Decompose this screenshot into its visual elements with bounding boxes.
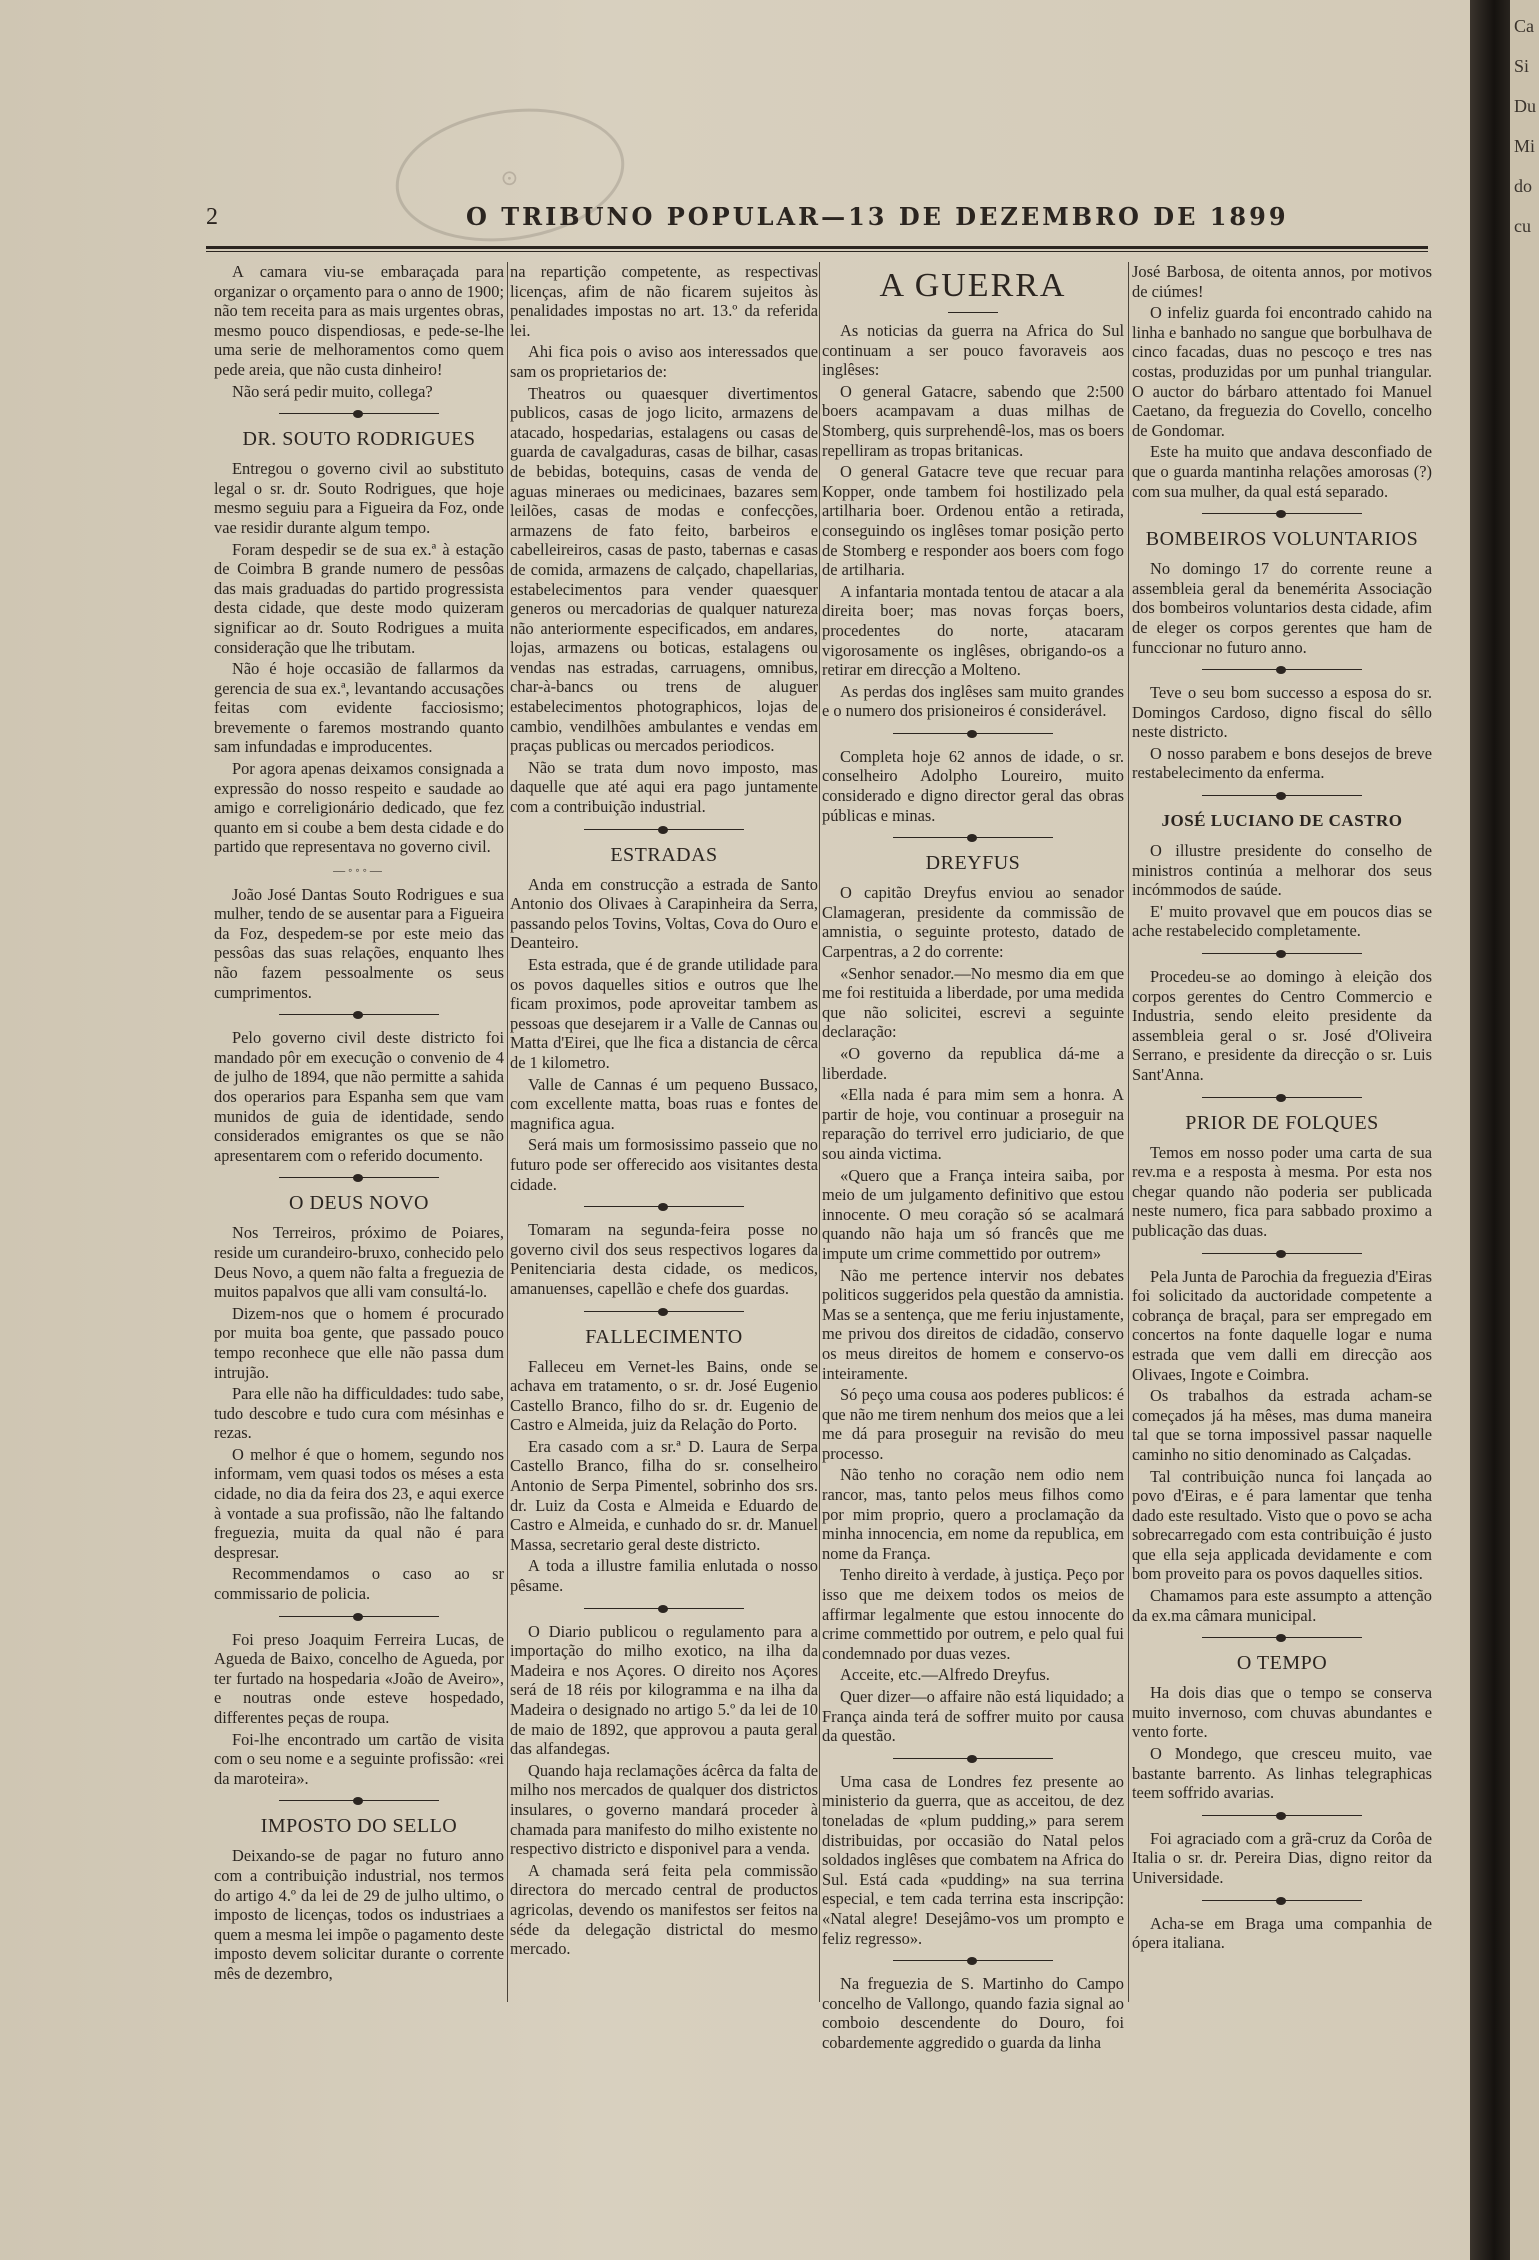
headline-jose-luciano: JOSÉ LUCIANO DE CASTRO [1161, 811, 1403, 831]
separator [584, 825, 744, 835]
separator [279, 1010, 439, 1020]
article-paragraph: Era casado com a sr.ª D. Laura de Serpa Castello Branco, filha do sr. conselheiro Antonio de Serpa Pimentel, sobrinho dos srs. dr. Luiz da Costa e Almeida e Eduardo de Castro e Almeida, e cunhado do sr. dr. Manuel Massa, secretario geral deste districto. [510, 1436, 818, 1554]
column-1 [214, 262, 504, 2002]
page-header [206, 198, 1428, 242]
separator [1202, 949, 1362, 959]
article-paragraph: Uma casa de Londres fez presente ao ministerio da guerra, que as acceitou, de dez toneladas de «plum pudding,» para serem distribuidas, por occasião do Natal pelos soldados inglêses que combatem na Africa do Sul. Está cada «pudding» na sua terrina especial, e tem cada terrina esta inscripção: «Natal alegre! Desejâmo-vos um prompto e feliz regresso». [822, 1771, 1124, 1948]
article-paragraph: Acceite, etc.—Alfredo Dreyfus. [840, 1665, 1050, 1685]
column-2 [510, 262, 818, 1982]
separator [1202, 1093, 1362, 1103]
article-paragraph: Tomaram na segunda-feira posse no governo civil dos seus respectivos logares da Penitenciaria desta cidade, os medicos, amanuenses, capellão e chefe dos guardas. [510, 1220, 818, 1298]
article-paragraph: As noticias da guerra na Africa do Sul continuam a ser pouco favoraveis aos inglêses: [822, 321, 1124, 380]
article-paragraph: Só peço uma cousa aos poderes publicos: é que não me tirem nenhum dos meios que a lei me dá para proseguir na revisão do meu processo. [822, 1385, 1124, 1463]
article-paragraph: Completa hoje 62 annos de idade, o sr. conselheiro Adolpho Loureiro, muito considerado e digno director geral das obras públicas e minas. [822, 746, 1124, 825]
headline-fallecimento: FALLECIMENTO [585, 1325, 743, 1348]
separator [1202, 1896, 1362, 1906]
article-paragraph: Foi preso Joaquim Ferreira Lucas, de Agueda de Baixo, concelho de Agueda, por ter furtado na hospedaria «João de Aveiro», e noutras onde esteve hospedado, differentes peças de roupa. [214, 1629, 504, 1727]
separator [893, 833, 1053, 843]
article-paragraph: Não me pertence intervir nos debates politicos suggeridos pela questão da amnistia. Mas se a sentença, que me feriu injustamente, me privou dos direitos de cidadão, conservo os meus direitos de homem e conservo-os inteiramente. [822, 1265, 1124, 1383]
headline-prior: PRIOR DE FOLQUES [1185, 1111, 1379, 1134]
article-paragraph: No domingo 17 do corrente reune a assembleia geral da benemérita Associação dos bombeiros voluntarios desta cidade, afim de eleger os corpos gerentes que ham de funccionar no futuro anno. [1132, 559, 1432, 657]
article-paragraph: Tenho direito à verdade, à justiça. Peço por isso que me deixem todos os meios de affirmar legalmente que estou innocente do crime commettido por outrem, e pelo qual fui condemnado por duas vezes. [822, 1565, 1124, 1663]
headline-estradas: ESTRADAS [610, 843, 718, 866]
article-paragraph: A toda a illustre familia enlutada o nosso pêsame. [510, 1556, 818, 1596]
article-paragraph: O general Gatacre teve que recuar para Kopper, onde tambem foi hostilizado pela artilharia boer. Ordenou então a retirada, conseguindo os inglêses tomar posição perto de Stomberg e responder aos boers com fogo de artilharia. [822, 462, 1124, 580]
article-paragraph: Este ha muito que andava desconfiado de que o guarda mantinha relações amorosas (?) com sua mulher, da qual está separado. [1132, 442, 1432, 501]
column-3 [822, 262, 1124, 2052]
article-paragraph: Falleceu em Vernet-les Bains, onde se achava em tratamento, o sr. dr. José Eugenio Castello Branco, filho do sr. dr. Eugenio de Castro e Almeida, juiz da Relação do Porto. [510, 1356, 818, 1435]
article-paragraph: Para elle não ha difficuldades: tudo sabe, tudo descobre e tudo cura com mésinhas e rezas. [214, 1384, 504, 1443]
separator [1202, 791, 1362, 801]
ornament: —◦◦◦— [333, 863, 385, 878]
separator [1202, 509, 1362, 519]
article-paragraph: Esta estrada, que é de grande utilidade para os povos daquelles sitios e outros que lhe ficam proximos, pode aproveitar tambem as pessoas que desejarem ir a Valle de Cannas ou Matta d'Eirei, que lhe fica a distancia de cêrca de 1 kilometro. [510, 955, 818, 1072]
article-paragraph: Não se trata dum novo imposto, mas daquelle que até aqui era pago juntamente com a contribuição industrial. [510, 757, 818, 817]
adjacent-page-edge: Ca Si Du Mi do cu [1510, 0, 1539, 2260]
headline-tempo: O TEMPO [1236, 1652, 1328, 1675]
article-paragraph: «O governo da republica dá-me a liberdade. [822, 1044, 1124, 1083]
masthead: O TRIBUNO POPULAR—13 DE DEZEMBRO DE 1899 [466, 202, 1289, 231]
article-paragraph: Temos em nosso poder uma carta de sua rev.ma e a resposta à mesma. Por esta nos chegar quando não poderia ser publicada neste numero, fica para sabbado proximo a publicação das duas. [1132, 1142, 1432, 1240]
article-paragraph: Não será pedir muito, collega? [232, 381, 433, 401]
column-divider [819, 262, 820, 2002]
article-paragraph: As perdas dos inglêses sam muito grandes e o numero dos prisioneiros é considerável. [822, 681, 1124, 721]
separator [584, 1604, 744, 1614]
separator [279, 1796, 439, 1806]
article-paragraph: Recommendamos o caso ao sr commissario de policia. [214, 1564, 504, 1604]
article-paragraph: A infantaria montada tentou de atacar a ala direita boer; mas novas forças boers, procedentes do norte, atacaram vigorosamente os inglêses, obrigando-os a retirar em direcção a Molteno. [822, 581, 1124, 680]
separator [893, 1754, 1053, 1764]
column-divider [507, 262, 508, 2002]
page-number: 2 [206, 204, 218, 230]
article-paragraph: Ahi fica pois o aviso aos interessados que sam os proprietarios de: [510, 342, 818, 381]
separator [893, 729, 1053, 739]
article-paragraph: Foi agraciado com a grã-cruz da Corôa de Italia o sr. dr. Pereira Dias, digno reitor da Universidade. [1132, 1828, 1432, 1887]
headline-bombeiros: BOMBEIROS VOLUNTARIOS [1145, 528, 1419, 551]
article-paragraph: «Senhor senador.—No mesmo dia em que me foi restituida a liberdade, por uma medida que não solicitei, escrevi a seguinte declaração: [822, 963, 1124, 1042]
article-paragraph: João José Dantas Souto Rodrigues e sua mulher, tendo de se ausentar para a Figueira da Foz, despedem-se por este meio das pessôas das suas relações, enquanto lhes não fazem pessoalmente os seus cumprimentos. [214, 884, 504, 1002]
article-paragraph: O general Gatacre, sabendo que 2:500 boers acampavam a duas milhas de Stomberg, quis surprehendê-los, mas os boers repelliram as tropas britanicas. [822, 381, 1124, 460]
separator [948, 312, 998, 313]
separator [1202, 1811, 1362, 1821]
article-paragraph: Dizem-nos que o homem é procurado por muita boa gente, que passado pouco tempo reconhece que elle não passa dum intrujão. [214, 1303, 504, 1382]
headline-sello: IMPOSTO DO SELLO [260, 1815, 458, 1838]
article-paragraph: Nos Terreiros, próximo de Poiares, reside um curandeiro-bruxo, conhecido pelo Deus Novo, a quem não falta a freguezia de muitos papalvos que alli vam consultá-lo. [214, 1223, 504, 1302]
article-paragraph: A chamada será feita pela commissão directora do mercado central de productos agricolas, devendo os manifestos ser feitos na séde da delegação districtal do mesmo mercado. [510, 1860, 818, 1959]
article-paragraph: O illustre presidente do conselho de ministros continúa a melhorar dos seus incómmodos de saúde. [1132, 841, 1432, 900]
article-paragraph: O infeliz guarda foi encontrado cahido na linha e banhado no sangue que borbulhava de cinco facadas, duas no pescoço e tres nas costas, produzidas por um punhal triangular. O auctor do bárbaro attentado foi Manuel Caetano, da freguezia do Covello, concelho de Gondomar. [1132, 303, 1432, 440]
article-paragraph: O capitão Dreyfus enviou ao senador Clamageran, presidente da commissão de amnistia, o seguinte protesto, datado de Carpentras, a 2 do corrente: [822, 883, 1124, 962]
article-paragraph: A camara viu-se embaraçada para organizar o orçamento para o anno de 1900; não tem receita para as mais urgentes obras, mesmo pouco dispendiosas, e pede-se-lhe uma serie de melhoramentos como quem pede areia, que não custa dinheiro! [214, 262, 504, 379]
headline-deus-novo: O DEUS NOVO [289, 1192, 429, 1215]
separator [279, 409, 439, 419]
article-paragraph: Quer dizer—o affaire não está liquidado; a França ainda terá de soffrer muito por causa da questão. [822, 1687, 1124, 1746]
article-paragraph: «Quero que a França inteira saiba, por meio de um julgamento definitivo que estou innocente. O meu coração só se acalmará quando não haja um só francês que me impute um crime commettido por outrem» [822, 1165, 1124, 1263]
article-paragraph: Procedeu-se ao domingo à eleição dos corpos gerentes do Centro Commercio e Industria, sendo eleito presidente da assembleia geral o sr. José d'Oliveira Serrano, e presidente da direcção o sr. Luis Sant'Anna. [1132, 967, 1432, 1084]
article-paragraph: O nosso parabem e bons desejos de breve restabelecimento da enferma. [1132, 743, 1432, 783]
article-paragraph: Não tenho no coração nem odio nem rancor, mas, tanto pelos meus filhos como por mim proprio, quero a proclamação da minha innocencia, em nome da republica, em nome da França. [822, 1465, 1124, 1563]
library-stamp: ⊙ [387, 95, 633, 256]
article-paragraph: Theatros ou quaesquer divertimentos publicos, casas de jogo licito, armazens de atacado, hospedarias, estalagens ou casas de guarda de cavalgaduras, casas de bilhar, casas de bebidas, botequins, casas de venda de aguas mineraes ou medicinaes, bazares sem leilões, casas de modas e confecções, armazens de fato feito, barbeiros e cabelleireiros, casas de pasto, tabernas e casas de comida, armazens de calçado, chapellarias, estabelecimentos para vender quaesquer generos ou mercadorias de qualquer natureza não anteriormente especificados, em andares, lojas, armazens ou boticas, estalagens ou vendas nas estradas, carruagens, omnibus, char-à-bancs ou trens de aluguer estabelecimentos photographicos, lojas de cambio, vendilhões ambulantes e vendas em praças publicas ou mercados periodicos. [510, 383, 818, 756]
article-paragraph: Anda em construcção a estrada de Santo Antonio dos Olivaes à Carapinheira da Serra, passando pelos Tovins, Voltas, Cova do Ouro e Deanteiro. [510, 874, 818, 953]
article-paragraph: Foi-lhe encontrado um cartão de visita com o seu nome e a seguinte profissão: «rei da maroteira». [214, 1729, 504, 1788]
headline-dreyfus: DREYFUS [925, 852, 1021, 875]
article-paragraph: Teve o seu bom successo a esposa do sr. Domingos Cardoso, digno fiscal do sêllo neste districto. [1132, 683, 1432, 742]
column-divider [1128, 262, 1129, 2002]
separator [279, 1173, 439, 1183]
separator [279, 1612, 439, 1622]
article-paragraph: Pela Junta de Parochia da freguezia d'Eiras foi solicitado da auctoridade competente a cobrança de braçal, para ser empregado em concertos na fonte daquelle logar e numa estrada que vem dalli em direcção aos Olivaes, Ingote e Coimbra. [1132, 1266, 1432, 1384]
column-4 [1132, 262, 1432, 2002]
article-paragraph: Ha dois dias que o tempo se conserva muito invernoso, com chuvas abundantes e vento forte. [1132, 1683, 1432, 1742]
separator [1202, 1633, 1362, 1643]
separator [584, 1307, 744, 1317]
article-paragraph: Pelo governo civil deste districto foi mandado pôr em execução o convenio de 4 de julho de 1894, que não permitte a sahida dos operarios para Espanha sem que vam munidos de guia de identidade, sendo considerados emigrantes os que se não apresentarem com o referido documento. [214, 1028, 504, 1165]
separator [1202, 665, 1362, 675]
article-paragraph: E' muito provavel que em poucos dias se ache restabelecido completamente. [1132, 901, 1432, 941]
separator [584, 1202, 744, 1212]
article-paragraph: O melhor é que o homem, segundo nos informam, vem quasi todos os méses a esta cidade, no dia da feira dos 23, e aqui exerce à vontade a sua profissão, não lhe faltando freguezia, muita da qual não é para despresar. [214, 1444, 504, 1562]
article-paragraph: Não é hoje occasião de fallarmos da gerencia de sua ex.ª, levantando accusações feitas com evidente facciosismo; brevemente o faremos mostrando quanto sam infundadas e improducentes. [214, 659, 504, 757]
article-paragraph: Será mais um formosissimo passeio que no futuro pode ser offerecido aos visitantes desta cidade. [510, 1135, 818, 1194]
article-paragraph: Por agora apenas deixamos consignada a expressão do nosso respeito e saudade ao amigo e correligionário dedicado, que fez quanto em si coube a bem desta cidade e do partido que representava no governo civil. [214, 759, 504, 857]
article-paragraph: Foram despedir se de sua ex.ª à estação de Coimbra B grande numero de pessôas das mais graduadas do partido progressista desta cidade, que deste modo quizeram significar ao dr. Souto Rodrigues a muita consideração que lhe tributam. [214, 539, 504, 657]
headline-souto: DR. SOUTO RODRIGUES [242, 428, 476, 451]
article-paragraph: Entregou o governo civil ao substituto legal o sr. dr. Souto Rodrigues, que hoje mesmo seguiu para a Figueira da Foz, onde vae residir durante algum tempo. [214, 459, 504, 537]
header-rule [206, 246, 1428, 252]
article-paragraph: «Ella nada é para mim sem a honra. A partir de hoje, vou continuar a proseguir na reparação do terrivel erro judiciario, de que sou ainda victima. [822, 1085, 1124, 1163]
article-paragraph: Os trabalhos da estrada acham-se começados já ha mêses, mas duma maneira tal que se torna impossivel passar naquelle caminho no sitio denominado as Calçadas. [1132, 1386, 1432, 1464]
article-paragraph: Valle de Cannas é um pequeno Bussaco, com excellente matta, boas ruas e fontes de magnifica agua. [510, 1074, 818, 1133]
article-paragraph: O Mondego, que cresceu muito, vae bastante barrento. As linhas telegraphicas teem soffrido avarias. [1132, 1744, 1432, 1803]
article-paragraph: Na freguezia de S. Martinho do Campo concelho de Vallongo, quando fazia signal ao comboio descendente do Douro, foi cobardemente aggredido o guarda da linha [822, 1974, 1124, 2052]
article-paragraph: Deixando-se de pagar no futuro anno com a contribuição industrial, nos termos do artigo 4.º da lei de 29 de julho ultimo, o imposto de licenças, todos os industriaes a quem a mesma lei impõe o pagamento deste imposto devem solicitar durante o corrente mês de dezembro, [214, 1846, 504, 1983]
headline-guerra: A GUERRA [879, 267, 1067, 304]
article-paragraph: José Barbosa, de oitenta annos, por motivos de ciúmes! [1132, 262, 1432, 301]
separator [1202, 1249, 1362, 1259]
separator [893, 1956, 1053, 1966]
article-paragraph: Chamamos para este assumpto a attenção da ex.ma câmara municipal. [1132, 1586, 1432, 1625]
article-paragraph: Quando haja reclamações ácêrca da falta de milho nos mercados de qualquer dos districtos insulares, o governo mandará proceder à chamada para manifesto do milho existente no respectivo districto e disponivel para a venda. [510, 1760, 818, 1859]
article-paragraph: O Diario publicou o regulamento para a importação do milho exotico, na ilha da Madeira e nos Açores. O direito nos Açores será de 18 réis por kilogramma e na ilha da Madeira o designado no artigo 5.º da lei de 10 de maio de 1892, que approvou a pauta geral das alfandegas. [510, 1621, 818, 1759]
article-paragraph: na repartição competente, as respectivas licenças, afim de não ficarem sujeitos às penalidades impostas no art. 13.º da referida lei. [510, 262, 818, 340]
article-paragraph: Tal contribuição nunca foi lançada ao povo d'Eiras, e é para lamentar que tenha dado este resultado. Visto que o povo se acha sobrecarregado com esta contribuição é justo que ella seja applicada devidamente e com bom proveito para os povos daquelles sitios. [1132, 1466, 1432, 1584]
article-paragraph: Acha-se em Braga uma companhia de ópera italiana. [1132, 1913, 1432, 1953]
